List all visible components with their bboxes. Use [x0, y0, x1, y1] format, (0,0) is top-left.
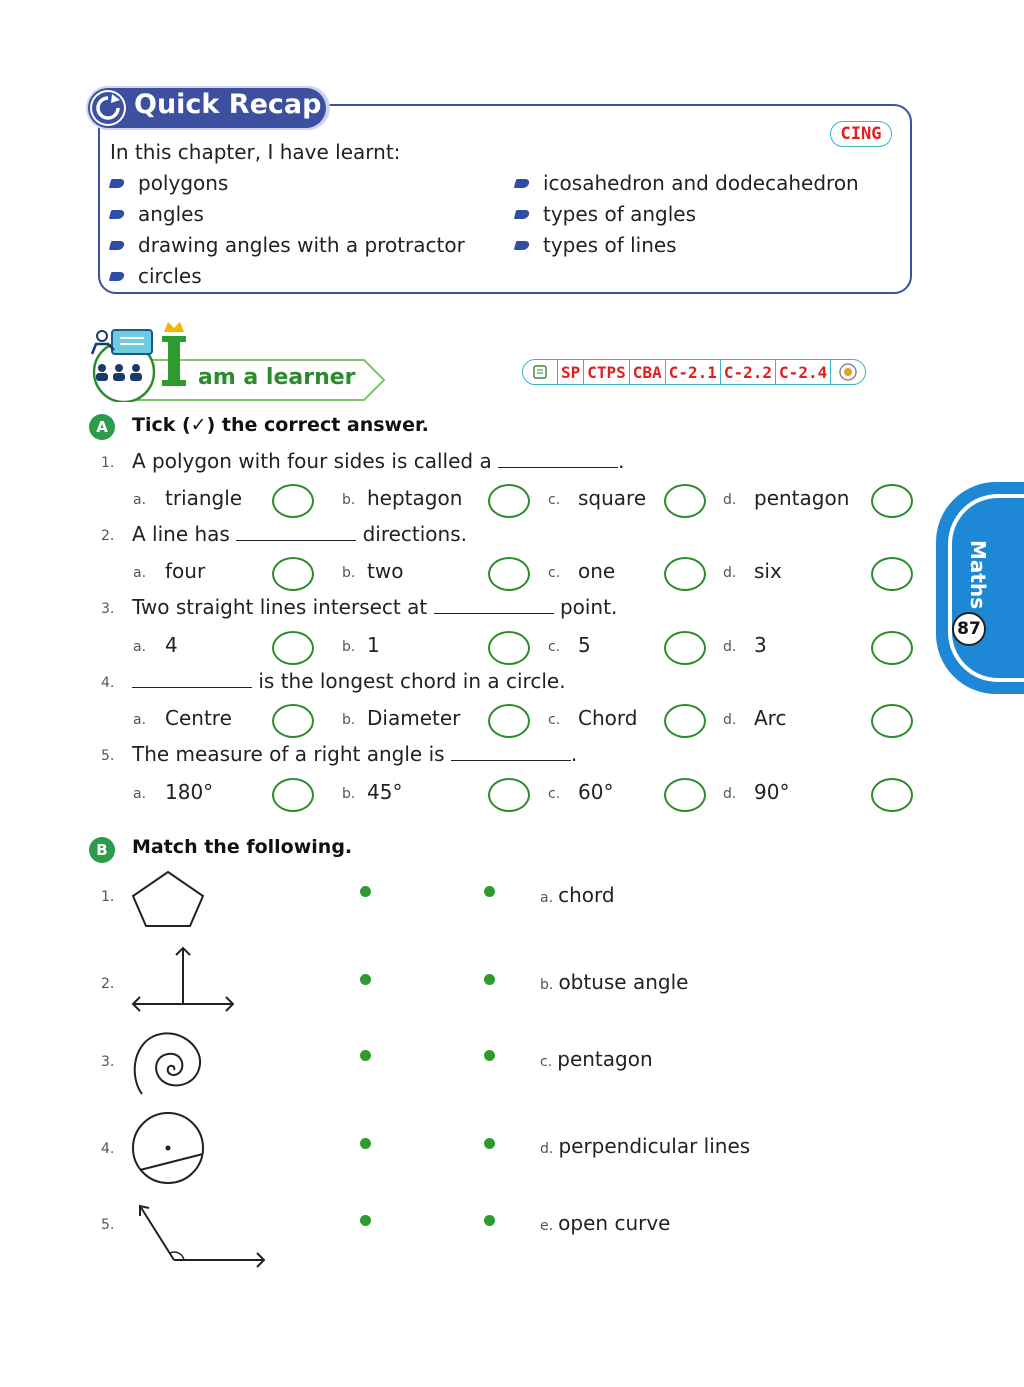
tick-oval[interactable] [664, 631, 706, 665]
match-dot-left[interactable] [360, 974, 371, 985]
arrow-bullet-icon [109, 210, 125, 219]
option-text: 90° [754, 780, 790, 804]
option-text: Diameter [367, 706, 461, 730]
option-text: two [367, 559, 404, 583]
tick-oval[interactable] [871, 484, 913, 518]
match-dot-right[interactable] [484, 1215, 495, 1226]
match-option: d. perpendicular lines [540, 1134, 751, 1158]
tick-oval[interactable] [272, 631, 314, 665]
arrow-bullet-icon [109, 241, 125, 250]
arrow-bullet-icon [514, 210, 530, 219]
tick-oval[interactable] [871, 704, 913, 738]
tick-oval[interactable] [664, 557, 706, 591]
match-number: 5. [101, 1217, 115, 1233]
section-b-badge: B [89, 837, 115, 863]
match-number: 1. [101, 889, 115, 905]
match-number: 4. [101, 1141, 115, 1157]
option-text: pentagon [754, 486, 850, 510]
tick-oval[interactable] [272, 557, 314, 591]
option-letter: c. [548, 492, 561, 508]
option-letter: b. [342, 492, 356, 508]
answer-blank [451, 742, 571, 761]
tick-oval[interactable] [272, 778, 314, 812]
perpendicular-lines-shape [128, 944, 238, 1014]
tick-oval[interactable] [488, 631, 530, 665]
match-dot-right[interactable] [484, 1050, 495, 1061]
match-dot-left[interactable] [360, 1138, 371, 1149]
learner-title: am a learner [198, 365, 356, 390]
option-letter: d. [723, 492, 737, 508]
quick-recap-title: Quick Recap [134, 89, 322, 120]
skills-strip [522, 359, 866, 385]
option-letter: c. [548, 712, 561, 728]
option-letter: c. [548, 639, 561, 655]
option-text: Arc [754, 706, 787, 730]
answer-blank [498, 449, 618, 468]
question-text: is the longest chord in a circle. [132, 669, 566, 693]
answer-blank [434, 595, 554, 614]
pentagon-shape [128, 868, 208, 930]
tick-oval[interactable] [272, 704, 314, 738]
option-letter: d. [723, 786, 737, 802]
tick-oval[interactable] [488, 557, 530, 591]
recap-item: types of lines [515, 233, 677, 257]
option-text: 5 [578, 633, 591, 657]
option-text: triangle [165, 486, 243, 510]
option-text: four [165, 559, 206, 583]
recap-item: circles [110, 264, 202, 288]
answer-blank [132, 669, 252, 688]
recap-item: angles [110, 202, 204, 226]
option-letter: a. [133, 639, 147, 655]
sdg-emblem-icon [830, 360, 865, 384]
quick-recap-box [98, 104, 912, 294]
circle-with-chord-shape [128, 1110, 210, 1186]
question-number: 1. [101, 455, 115, 471]
match-dot-left[interactable] [360, 1050, 371, 1061]
arrow-bullet-icon [514, 241, 530, 250]
match-dot-left[interactable] [360, 1215, 371, 1226]
tick-oval[interactable] [664, 484, 706, 518]
option-text: 45° [367, 780, 403, 804]
recap-item: icosahedron and dodecahedron [515, 171, 859, 195]
option-text: one [578, 559, 616, 583]
tick-oval[interactable] [871, 557, 913, 591]
option-letter: d. [723, 639, 737, 655]
tick-oval[interactable] [488, 778, 530, 812]
match-dot-right[interactable] [484, 886, 495, 897]
tick-oval[interactable] [871, 631, 913, 665]
arrow-bullet-icon [514, 179, 530, 188]
question-number: 4. [101, 675, 115, 691]
learner-header-graphic [88, 322, 388, 402]
option-letter: a. [133, 786, 147, 802]
option-text: Centre [165, 706, 232, 730]
option-letter: b. [342, 712, 356, 728]
option-letter: b. [342, 639, 356, 655]
option-letter: c. [548, 786, 561, 802]
recap-item: drawing angles with a protractor [110, 233, 465, 257]
match-number: 3. [101, 1054, 115, 1070]
recap-item: types of angles [515, 202, 696, 226]
arrow-bullet-icon [109, 272, 125, 281]
option-text: six [754, 559, 782, 583]
option-letter: a. [133, 565, 147, 581]
match-dot-right[interactable] [484, 974, 495, 985]
option-text: heptagon [367, 486, 463, 510]
section-a-title: Tick (✓) the correct answer. [132, 414, 429, 436]
option-text: 3 [754, 633, 767, 657]
match-option: c. pentagon [540, 1047, 653, 1071]
tick-oval[interactable] [664, 704, 706, 738]
section-a-badge: A [89, 414, 115, 440]
recap-item: polygons [110, 171, 228, 195]
cing-badge: CING [830, 121, 892, 147]
skill-tag: C-2.1 [665, 360, 720, 384]
skill-tag: SP [557, 360, 583, 384]
question-number: 5. [101, 748, 115, 764]
question-number: 2. [101, 528, 115, 544]
spiral-open-curve-shape [128, 1026, 208, 1098]
option-text: Chord [578, 706, 638, 730]
obtuse-angle-shape [134, 1200, 274, 1272]
option-text: 1 [367, 633, 380, 657]
option-letter: d. [723, 712, 737, 728]
match-option: a. chord [540, 883, 615, 907]
answer-blank [236, 522, 356, 541]
question-text: The measure of a right angle is . [132, 742, 578, 766]
tick-oval[interactable] [871, 778, 913, 812]
option-text: 4 [165, 633, 178, 657]
match-dot-right[interactable] [484, 1138, 495, 1149]
question-text: Two straight lines intersect at point. [132, 595, 618, 619]
option-text: 180° [165, 780, 214, 804]
skill-tag: C-2.4 [775, 360, 830, 384]
skill-tag: CBA [629, 360, 665, 384]
option-letter: d. [723, 565, 737, 581]
option-letter: a. [133, 712, 147, 728]
section-b-title: Match the following. [132, 836, 353, 858]
match-dot-left[interactable] [360, 886, 371, 897]
subject-label: Maths [966, 540, 990, 610]
match-number: 2. [101, 976, 115, 992]
skill-book-icon [523, 360, 557, 384]
skill-tag: C-2.2 [720, 360, 775, 384]
question-text: A line has directions. [132, 522, 467, 546]
arrow-bullet-icon [109, 179, 125, 188]
match-option: b. obtuse angle [540, 970, 689, 994]
option-letter: c. [548, 565, 561, 581]
refresh-icon [90, 90, 126, 126]
tick-oval[interactable] [488, 704, 530, 738]
recap-intro: In this chapter, I have learnt: [110, 140, 401, 164]
question-text: A polygon with four sides is called a . [132, 449, 625, 473]
question-number: 3. [101, 601, 115, 617]
option-text: square [578, 486, 647, 510]
tick-oval[interactable] [664, 778, 706, 812]
match-option: e. open curve [540, 1211, 671, 1235]
page-number: 87 [952, 612, 986, 646]
option-letter: b. [342, 565, 356, 581]
tick-oval[interactable] [272, 484, 314, 518]
tick-oval[interactable] [488, 484, 530, 518]
option-letter: b. [342, 786, 356, 802]
option-letter: a. [133, 492, 147, 508]
skill-tag: CTPS [583, 360, 629, 384]
option-text: 60° [578, 780, 614, 804]
